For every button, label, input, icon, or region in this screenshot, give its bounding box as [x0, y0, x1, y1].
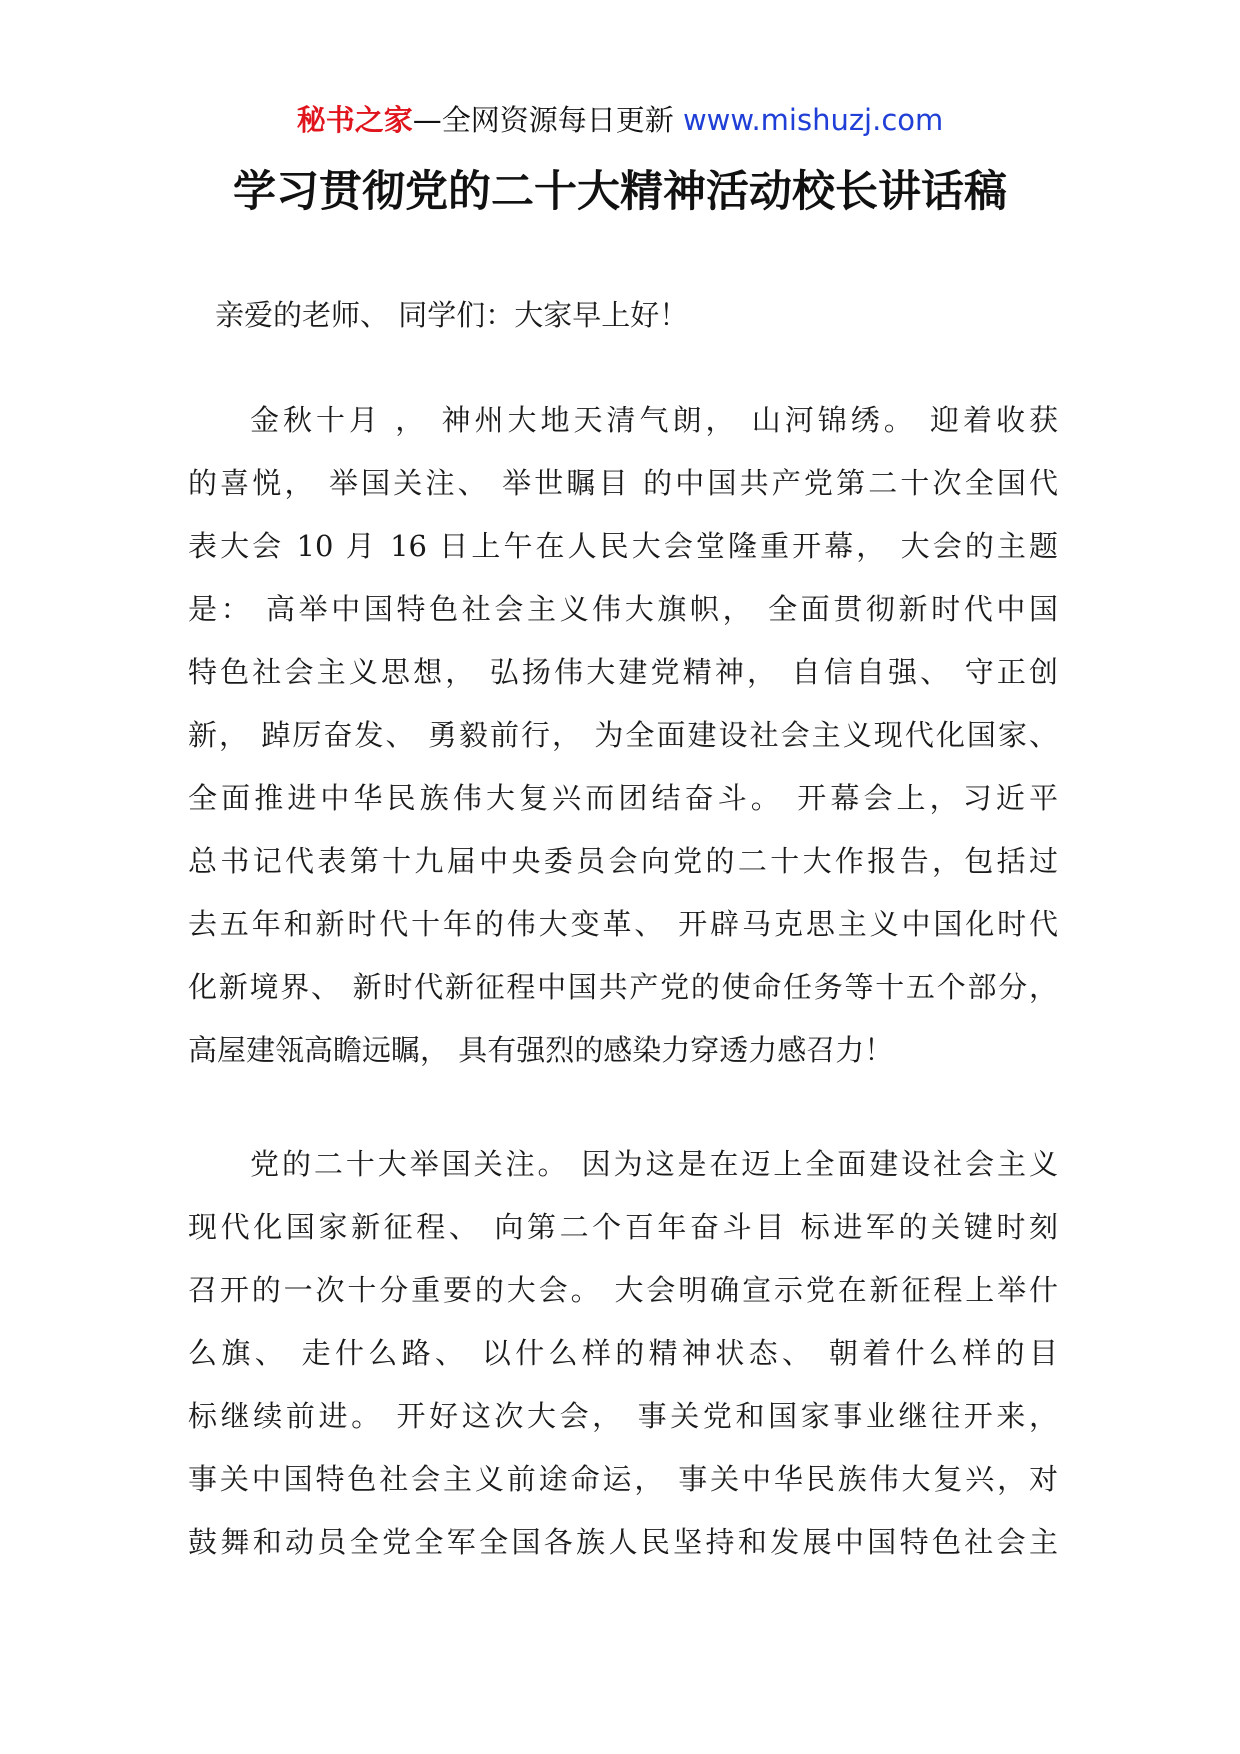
paragraph-line: 特色社会主义思想， 弘扬伟大建党精神， 自信自强、 守正创 [188, 655, 1058, 689]
paragraph-line: 召开的一次十分重要的大会。 大会明确宣示党在新征程上举什 [188, 1273, 1058, 1307]
paragraph-line: 么旗、 走什么路、 以什么样的精神状态、 朝着什么样的目 [188, 1336, 1058, 1370]
site-brand: 秘书之家 [296, 103, 413, 137]
paragraph-line: 是： 高举中国特色社会主义伟大旗帜， 全面贯彻新时代中国 [188, 592, 1058, 626]
paragraph-line: 总书记代表第十九届中央委员会向党的二十大作报告，包括过 [188, 844, 1058, 878]
paragraph-line: 事关中国特色社会主义前途命运， 事关中华民族伟大复兴，对 [188, 1462, 1058, 1496]
paragraph-line: 高屋建瓴高瞻远瞩， 具有强烈的感染力穿透力感召力！ [188, 1033, 894, 1067]
site-url-link[interactable]: www.mishuzj.com [682, 103, 944, 137]
paragraph-line: 表大会 10 月 16 日上午在人民大会堂隆重开幕， 大会的主题 [188, 529, 1058, 563]
paragraph-line: 全面推进中华民族伟大复兴而团结奋斗。 开幕会上，习近平 [188, 781, 1058, 815]
paragraph-line: 鼓舞和动员全党全军全国各族人民坚持和发展中国特色社会主 [188, 1525, 1058, 1559]
paragraph-line: 去五年和新时代十年的伟大变革、 开辟马克思主义中国化时代 [188, 907, 1058, 941]
greeting: 亲爱的老师、 同学们：大家早上好！ [215, 298, 689, 332]
site-header [0, 100, 1240, 140]
document-title: 学习贯彻党的二十大精神活动校长讲话稿 [233, 167, 1007, 217]
paragraph-1 [188, 389, 1058, 1082]
paragraph-line: 党的二十大举国关注。 因为这是在迈上全面建设社会主义 [250, 1147, 1058, 1181]
site-tagline: —全网资源每日更新 [412, 103, 674, 137]
paragraph-line: 的喜悦， 举国关注、 举世瞩目 的中国共产党第二十次全国代 [188, 466, 1058, 500]
paragraph-line: 金秋十月 ， 神州大地天清气朗， 山河锦绣。 迎着收获 [250, 403, 1058, 437]
paragraph-line: 新， 踔厉奋发、 勇毅前行， 为全面建设社会主义现代化国家、 [188, 718, 1058, 752]
paragraph-line: 标继续前进。 开好这次大会， 事关党和国家事业继往开来， [188, 1399, 1058, 1433]
paragraph-line: 化新境界、 新时代新征程中国共产党的使命任务等十五个部分， [188, 970, 1058, 1004]
paragraph-2 [188, 1133, 1058, 1574]
paragraph-line: 现代化国家新征程、 向第二个百年奋斗目 标进军的关键时刻 [188, 1210, 1058, 1244]
